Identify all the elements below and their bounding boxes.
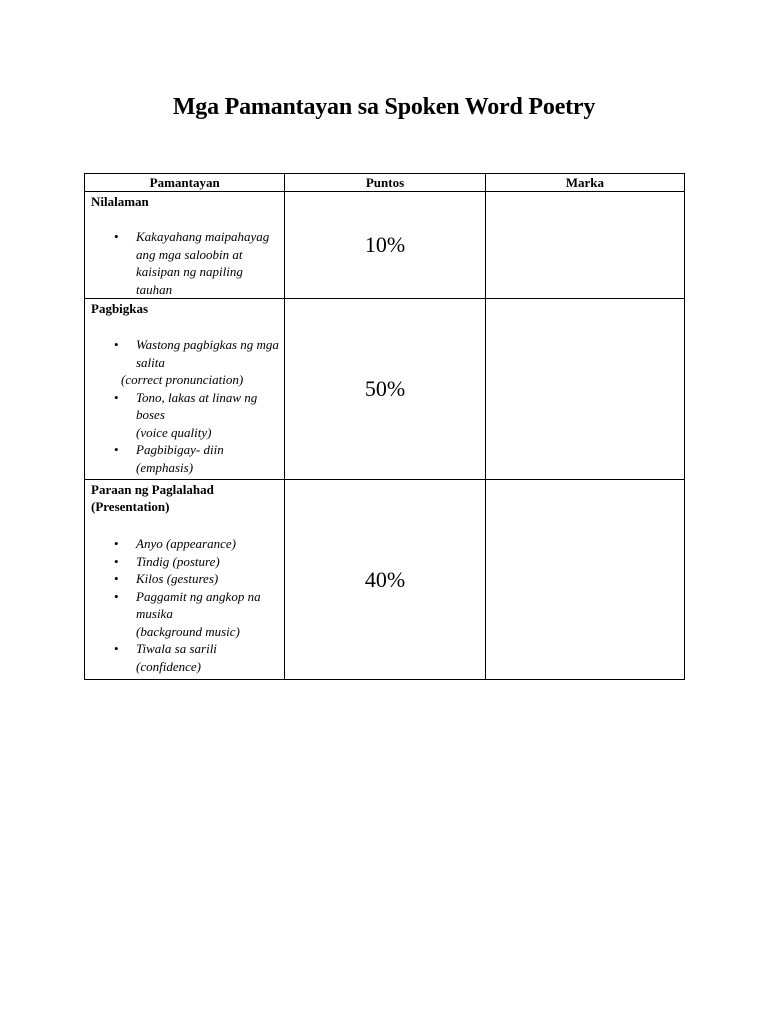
criteria-item: • Paggamit ng angkop na musika	[91, 588, 280, 623]
criteria-title: Pagbigkas	[91, 301, 149, 316]
criteria-item: • Tindig (posture)	[91, 553, 280, 571]
mark-cell	[485, 299, 684, 480]
criteria-item: • Kilos (gestures)	[91, 570, 280, 588]
criteria-item: • Tono, lakas at linaw ng boses	[91, 389, 280, 424]
criteria-note: (background music)	[136, 623, 240, 639]
criteria-note: (voice quality)	[136, 424, 212, 440]
mark-cell	[485, 480, 684, 680]
table-row-paglalahad	[85, 480, 685, 680]
criteria-list	[91, 228, 280, 298]
table-header-row	[85, 174, 685, 192]
mark-cell	[485, 192, 684, 299]
points-cell: 40%	[285, 480, 485, 680]
criteria-title: Nilalaman	[91, 194, 149, 209]
header-criteria: Pamantayan	[85, 174, 285, 192]
table-row-nilalaman	[85, 192, 685, 299]
criteria-item: • Anyo (appearance)	[91, 535, 280, 553]
criteria-cell	[85, 299, 285, 480]
header-points: Puntos	[285, 174, 485, 192]
criteria-item: • Kakayahang maipahayag ang mga saloobin at kaisipan ng napiling tauhan	[91, 228, 280, 298]
criteria-list	[91, 336, 280, 476]
criteria-item: • Wastong pagbigkas ng mga salita	[91, 336, 280, 371]
criteria-title: Paraan ng Paglalahad (Presentation)	[91, 482, 214, 514]
table-row-pagbigkas	[85, 299, 685, 480]
criteria-note: (confidence)	[136, 658, 201, 674]
page-title: Mga Pamantayan sa Spoken Word Poetry	[172, 94, 596, 120]
criteria-cell	[85, 480, 285, 680]
points-cell: 10%	[285, 192, 485, 299]
criteria-list	[91, 535, 280, 675]
header-mark: Marka	[485, 174, 684, 192]
criteria-note: (correct pronunciation)	[121, 372, 244, 387]
criteria-note: (emphasis)	[136, 459, 194, 475]
criteria-cell	[85, 192, 285, 299]
points-cell: 50%	[285, 299, 485, 480]
criteria-item: • Pagbibigay- diin	[91, 441, 280, 459]
criteria-item: • Tiwala sa sarili	[91, 640, 280, 658]
rubric-table	[84, 173, 685, 680]
